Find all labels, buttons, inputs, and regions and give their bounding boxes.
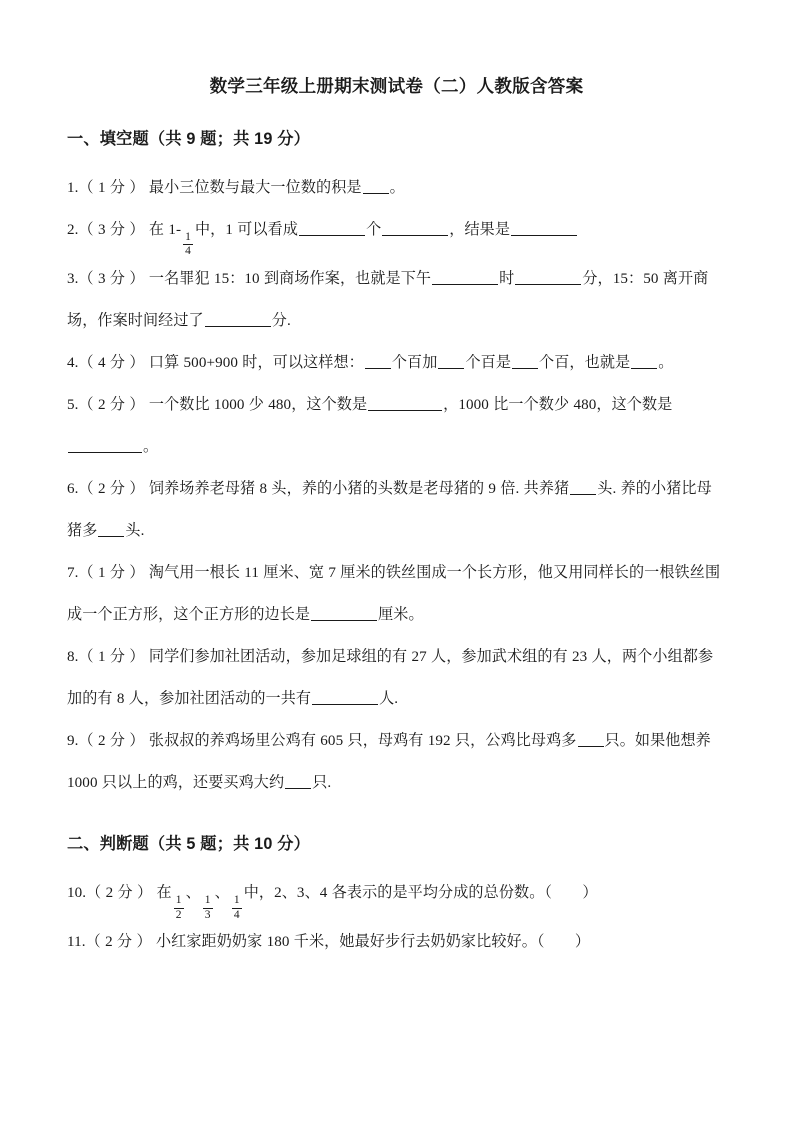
answer-blank[interactable] bbox=[285, 788, 311, 789]
question-text: 在 bbox=[156, 885, 172, 902]
question-item bbox=[67, 157, 725, 209]
question-score: （ 1 分 ） bbox=[78, 648, 145, 665]
question-item bbox=[67, 552, 725, 636]
answer-blank[interactable] bbox=[68, 452, 142, 453]
answer-blank[interactable] bbox=[312, 704, 378, 705]
answer-blank[interactable] bbox=[299, 235, 365, 236]
fraction bbox=[183, 232, 193, 258]
question-text: ，1000 比一个数少 480，这个数是 bbox=[443, 396, 673, 413]
question-text: 个百加 bbox=[391, 354, 438, 371]
question-item bbox=[67, 921, 725, 963]
answer-blank[interactable] bbox=[382, 235, 448, 236]
question-item bbox=[67, 468, 725, 552]
question-number: 3. bbox=[67, 270, 79, 287]
answer-blank[interactable] bbox=[570, 494, 596, 495]
question-text: 一名罪犯 15：10 到商场作案，也就是下午 bbox=[148, 270, 432, 287]
answer-blank[interactable] bbox=[438, 368, 464, 369]
question-number: 1. bbox=[67, 179, 79, 196]
question-text: 淘气用一根长 11 厘米、宽 7 厘米的铁丝围成一个长方形，他又用同样长的一根铁丝围成一个正方形，这个正方形的边长是 bbox=[67, 564, 721, 623]
answer-blank[interactable] bbox=[98, 536, 124, 537]
fraction-denominator: 3 bbox=[204, 908, 211, 921]
question-score: （ 2 分 ） bbox=[78, 480, 145, 497]
fraction bbox=[232, 895, 242, 921]
question-text: 。 bbox=[143, 438, 159, 455]
question-text: 小红家距奶奶家 180 千米，她最好步行去奶奶家比较好。（ ） bbox=[155, 934, 591, 951]
fraction bbox=[174, 895, 184, 921]
fraction-numerator: 1 bbox=[175, 894, 182, 907]
question-score: （ 2 分 ） bbox=[86, 885, 153, 902]
fraction-numerator: 1 bbox=[204, 894, 211, 907]
question-number: 2. bbox=[67, 221, 79, 238]
question-score: （ 4 分 ） bbox=[78, 354, 145, 371]
question-number: 9. bbox=[67, 732, 79, 749]
question-text: 最小三位数与最大一位数的积是 bbox=[148, 179, 362, 196]
question-text: 饲养场养老母猪 8 头，养的小猪的头数是老母猪的 9 倍. 共养猪 bbox=[148, 480, 570, 497]
answer-blank[interactable] bbox=[512, 368, 538, 369]
fraction-denominator: 4 bbox=[185, 245, 191, 258]
exam-content bbox=[0, 99, 793, 964]
section-heading: 二、判断题（共 5 题；共 10 分） bbox=[67, 834, 311, 853]
question-text: ，结果是 bbox=[449, 221, 511, 238]
question-text: 头. 养的小猪比母猪多 bbox=[67, 480, 712, 539]
question-score: （ 3 分 ） bbox=[78, 221, 145, 238]
answer-blank[interactable] bbox=[368, 410, 442, 411]
question-number: 10. bbox=[67, 885, 87, 902]
answer-blank[interactable] bbox=[311, 620, 377, 621]
question-score: （ 2 分 ） bbox=[78, 396, 145, 413]
question-number: 6. bbox=[67, 480, 79, 497]
question-number: 4. bbox=[67, 354, 79, 371]
question-text: 只. bbox=[312, 774, 332, 791]
question-text: 在 1- bbox=[148, 221, 182, 238]
question-number: 5. bbox=[67, 396, 79, 413]
question-score: （ 3 分 ） bbox=[78, 270, 145, 287]
question-text: 人. bbox=[379, 690, 399, 707]
question-number: 11. bbox=[67, 934, 86, 951]
question-text: 中，1 可以看成 bbox=[194, 221, 299, 238]
question-text: 只。如果他想养 1000 只以上的鸡，还要买鸡大约 bbox=[67, 732, 711, 791]
question-text: 分. bbox=[271, 312, 291, 329]
answer-blank[interactable] bbox=[578, 746, 604, 747]
question-text: 个 bbox=[366, 221, 382, 238]
question-text: 个百，也就是 bbox=[539, 354, 631, 371]
answer-blank[interactable] bbox=[631, 368, 657, 369]
question-score: （ 1 分 ） bbox=[78, 179, 145, 196]
question-score: （ 1 分 ） bbox=[78, 564, 145, 581]
question-text: 厘米。 bbox=[378, 606, 424, 623]
question-text: 张叔叔的养鸡场里公鸡有 605 只，母鸡有 192 只，公鸡比母鸡多 bbox=[148, 732, 577, 749]
answer-blank[interactable] bbox=[363, 193, 389, 194]
question-item bbox=[67, 209, 725, 258]
question-text: 、 bbox=[214, 885, 230, 902]
answer-blank[interactable] bbox=[515, 284, 581, 285]
question-score: （ 2 分 ） bbox=[85, 934, 152, 951]
answer-blank[interactable] bbox=[365, 368, 391, 369]
question-item bbox=[67, 258, 725, 342]
answer-blank[interactable] bbox=[511, 235, 577, 236]
question-text: 时 bbox=[499, 270, 515, 287]
question-number: 8. bbox=[67, 648, 79, 665]
fraction-denominator: 4 bbox=[233, 908, 240, 921]
question-text: 。 bbox=[389, 179, 405, 196]
question-text: 同学们参加社团活动，参加足球组的有 27 人，参加武术组的有 23 人，两个小组都参加的有 8 人，参加社团活动的一共有 bbox=[67, 648, 714, 707]
question-item bbox=[67, 384, 725, 468]
question-text: 分，15：50 离开商场，作案时间经过了 bbox=[67, 270, 709, 329]
page-title: 数学三年级上册期末测试卷（二）人教版含答案 bbox=[209, 76, 584, 96]
question-score: （ 2 分 ） bbox=[78, 732, 145, 749]
question-item bbox=[67, 636, 725, 720]
question-text: 头. bbox=[125, 522, 145, 539]
question-text: 。 bbox=[658, 354, 674, 371]
fraction bbox=[203, 895, 213, 921]
answer-blank[interactable] bbox=[432, 284, 498, 285]
fraction-numerator: 1 bbox=[185, 230, 191, 243]
question-item bbox=[67, 862, 725, 921]
question-text: 个百是 bbox=[465, 354, 512, 371]
question-text: 一个数比 1000 少 480，这个数是 bbox=[148, 396, 368, 413]
fraction-numerator: 1 bbox=[233, 894, 240, 907]
question-text: 口算 500+900 时，可以这样想： bbox=[148, 354, 364, 371]
section-heading: 一、填空题（共 9 题；共 19 分） bbox=[67, 129, 311, 148]
question-text: 中，2、3、4 各表示的是平均分成的总份数。（ ） bbox=[243, 885, 598, 902]
question-item bbox=[67, 720, 725, 804]
question-text: 、 bbox=[185, 885, 201, 902]
question-number: 7. bbox=[67, 564, 79, 581]
question-item bbox=[67, 342, 725, 384]
answer-blank[interactable] bbox=[205, 326, 271, 327]
fraction-denominator: 2 bbox=[175, 908, 182, 921]
